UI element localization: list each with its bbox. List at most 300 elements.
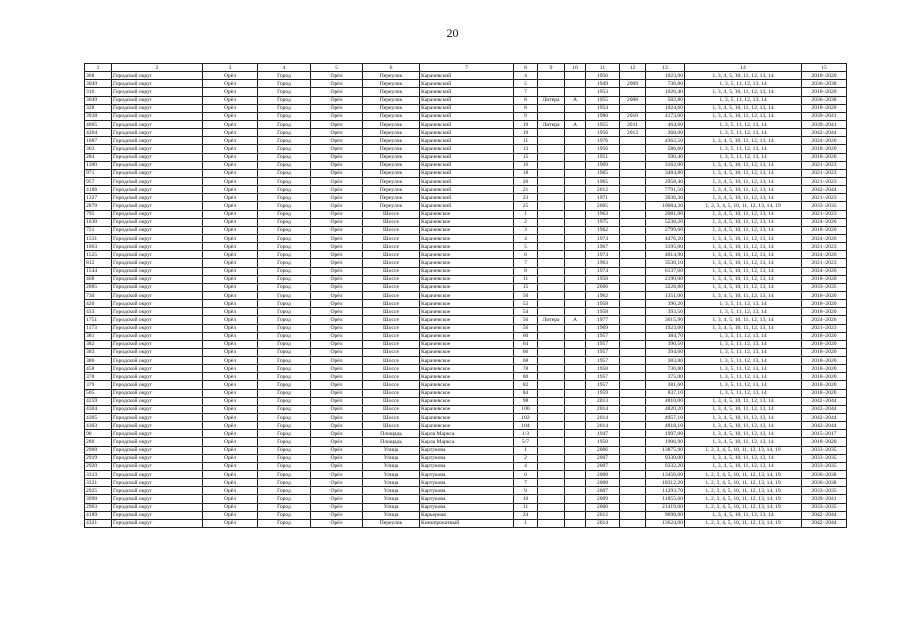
cell-period: 2018–2020	[802, 72, 847, 80]
cell-settlement-type: Город	[258, 259, 311, 267]
cell-id: 383	[85, 348, 112, 356]
cell-settlement: Орёл	[311, 72, 363, 80]
cell-street: Карачевское	[420, 414, 514, 422]
cell-street: Карачевское	[420, 373, 514, 381]
cell-district: Орёл	[203, 218, 258, 226]
cell-year-renovated	[620, 405, 646, 413]
cell-year-built: 1969	[586, 324, 620, 332]
cell-id: 4005	[85, 120, 112, 128]
cell-house: 68	[514, 357, 538, 365]
table-row	[85, 487, 847, 495]
cell-year-renovated	[620, 348, 646, 356]
column-header: 6	[363, 64, 420, 72]
cell-street: Карачевский	[420, 186, 514, 194]
cell-building	[565, 414, 586, 422]
cell-area: 3195,00	[646, 243, 685, 251]
cell-district-type: Городской округ	[112, 495, 203, 503]
cell-street-type: Шоссе	[363, 283, 420, 291]
cell-street-type: Шоссе	[363, 300, 420, 308]
cell-house: 102	[514, 414, 538, 422]
cell-district: Орёл	[203, 389, 258, 397]
cell-settlement-type: Город	[258, 120, 311, 128]
cell-settlement-type: Город	[258, 446, 311, 454]
cell-id: 379	[85, 381, 112, 389]
cell-street: Карачевское	[420, 251, 514, 259]
cell-id: 433	[85, 308, 112, 316]
cell-works: 1, 2, 3, 4, 5, 10, 11, 12, 13, 14, 19	[685, 503, 802, 511]
cell-building-type	[538, 226, 565, 234]
cell-year-built: 1974	[586, 267, 620, 275]
cell-building	[565, 503, 586, 511]
cell-settlement-type: Город	[258, 72, 311, 80]
cell-district: Орёл	[203, 438, 258, 446]
cell-year-renovated	[620, 169, 646, 177]
cell-year-renovated	[620, 324, 646, 332]
cell-district-type: Городской округ	[112, 365, 203, 373]
cell-district-type: Городской округ	[112, 202, 203, 210]
cell-building	[565, 194, 586, 202]
cell-street: Картукова	[420, 454, 514, 462]
cell-settlement: Орёл	[311, 438, 363, 446]
cell-building	[565, 72, 586, 80]
cell-works: 1, 3, 4, 5, 10, 11, 12, 13, 14	[685, 414, 802, 422]
table-row	[85, 210, 847, 218]
cell-house: 5	[514, 243, 538, 251]
cell-street-type: Улица	[363, 454, 420, 462]
cell-street-type: Шоссе	[363, 251, 420, 259]
cell-settlement: Орёл	[311, 218, 363, 226]
cell-house: 11	[514, 503, 538, 511]
cell-building	[565, 129, 586, 137]
cell-area: 368,00	[646, 129, 685, 137]
cell-building	[565, 283, 586, 291]
cell-house: 21	[514, 186, 538, 194]
cell-building	[565, 112, 586, 120]
cell-year-built: 1962	[586, 291, 620, 299]
cell-year-built: 1957	[586, 357, 620, 365]
cell-settlement: Орёл	[311, 430, 363, 438]
cell-street-type: Шоссе	[363, 291, 420, 299]
table-row	[85, 120, 847, 128]
cell-area: 1923,00	[646, 324, 685, 332]
column-header: 9	[538, 64, 565, 72]
cell-settlement: Орёл	[311, 104, 363, 112]
cell-settlement: Орёл	[311, 373, 363, 381]
cell-district-type: Городской округ	[112, 324, 203, 332]
cell-street-type: Площадь	[363, 430, 420, 438]
cell-id: 1327	[85, 194, 112, 202]
cell-district-type: Городской округ	[112, 194, 203, 202]
cell-building	[565, 487, 586, 495]
cell-building-type	[538, 381, 565, 389]
cell-period: 2024–2026	[802, 137, 847, 145]
table-row	[85, 389, 847, 397]
cell-building	[565, 145, 586, 153]
cell-year-built: 1955	[586, 96, 620, 104]
cell-year-renovated	[620, 275, 646, 283]
cell-period: 2033–2035	[802, 503, 847, 511]
cell-year-renovated	[620, 194, 646, 202]
cell-building	[565, 104, 586, 112]
cell-period: 2033–2035	[802, 283, 847, 291]
cell-street-type: Переулок	[363, 519, 420, 527]
cell-street-type: Переулок	[363, 202, 420, 210]
cell-year-built: 1956	[586, 129, 620, 137]
cell-district-type: Городской округ	[112, 275, 203, 283]
cell-settlement-type: Город	[258, 340, 311, 348]
cell-district-type: Городской округ	[112, 169, 203, 177]
table-row	[85, 186, 847, 194]
cell-street-type: Шоссе	[363, 422, 420, 430]
cell-street: Карачевский	[420, 129, 514, 137]
cell-house: 4	[514, 234, 538, 242]
cell-year-built: 1965	[586, 177, 620, 185]
cell-works: 1, 3, 4, 5, 10, 11, 12, 13, 14	[685, 226, 802, 234]
cell-building	[565, 137, 586, 145]
cell-street-type: Переулок	[363, 161, 420, 169]
cell-period: 2033–2035	[802, 446, 847, 454]
cell-building-type	[538, 129, 565, 137]
cell-street-type: Улица	[363, 462, 420, 470]
cell-settlement-type: Город	[258, 487, 311, 495]
cell-house: 8	[514, 267, 538, 275]
cell-district-type: Городской округ	[112, 72, 203, 80]
table-row	[85, 275, 847, 283]
cell-building-type	[538, 422, 565, 430]
cell-district: Орёл	[203, 381, 258, 389]
cell-district-type: Городской округ	[112, 145, 203, 153]
cell-street: Карачевский	[420, 177, 514, 185]
cell-district-type: Городской округ	[112, 471, 203, 479]
cell-year-built: 1957	[586, 332, 620, 340]
cell-building-type	[538, 454, 565, 462]
cell-district: Орёл	[203, 462, 258, 470]
cell-year-renovated: 2010	[620, 112, 646, 120]
cell-district-type: Городской округ	[112, 389, 203, 397]
cell-year-built: 1971	[586, 194, 620, 202]
cell-building-type	[538, 519, 565, 527]
cell-building	[565, 389, 586, 397]
table-row	[85, 104, 847, 112]
cell-area: 9698,00	[646, 511, 685, 519]
cell-year-renovated	[620, 454, 646, 462]
cell-id: 4305	[85, 414, 112, 422]
cell-district: Орёл	[203, 495, 258, 503]
cell-house: 9	[514, 487, 538, 495]
cell-area: 4014,90	[646, 251, 685, 259]
cell-building-type	[538, 112, 565, 120]
table-row	[85, 161, 847, 169]
column-header: 10	[565, 64, 586, 72]
cell-settlement-type: Город	[258, 218, 311, 226]
cell-building-type	[538, 414, 565, 422]
cell-street: Карачевское	[420, 283, 514, 291]
cell-district: Орёл	[203, 96, 258, 104]
table-row	[85, 72, 847, 80]
table-row	[85, 405, 847, 413]
cell-works: 1, 3, 5, 11, 12, 13, 14	[685, 300, 802, 308]
cell-settlement: Орёл	[311, 291, 363, 299]
cell-district: Орёл	[203, 112, 258, 120]
cell-building	[565, 357, 586, 365]
cell-year-built: 1957	[586, 381, 620, 389]
table-row	[85, 226, 847, 234]
cell-street-type: Шоссе	[363, 340, 420, 348]
cell-id: 368	[85, 72, 112, 80]
cell-street-type: Шоссе	[363, 332, 420, 340]
cell-id: 751	[85, 226, 112, 234]
cell-works: 1, 3, 4, 5, 10, 11, 12, 13, 14	[685, 462, 802, 470]
cell-district: Орёл	[203, 72, 258, 80]
cell-period: 2021–2023	[802, 259, 847, 267]
cell-year-renovated	[620, 226, 646, 234]
cell-id: 3938	[85, 112, 112, 120]
cell-house: 8	[514, 104, 538, 112]
cell-building-type	[538, 332, 565, 340]
cell-building-type	[538, 145, 565, 153]
cell-area: 4362,50	[646, 137, 685, 145]
cell-area: 3936,30	[646, 194, 685, 202]
cell-house: 6	[514, 471, 538, 479]
cell-year-built: 1956	[586, 72, 620, 80]
cell-id: 3990	[85, 495, 112, 503]
cell-year-renovated	[620, 283, 646, 291]
cell-settlement: Орёл	[311, 145, 363, 153]
cell-period: 2042–2044	[802, 422, 847, 430]
cell-area: 383,80	[646, 357, 685, 365]
cell-period: 2021–2023	[802, 177, 847, 185]
cell-street-type: Шоссе	[363, 397, 420, 405]
cell-district-type: Городской округ	[112, 161, 203, 169]
cell-building	[565, 243, 586, 251]
cell-area: 4820,20	[646, 405, 685, 413]
cell-street: Карачевский	[420, 194, 514, 202]
cell-year-built: 1956	[586, 145, 620, 153]
column-header: 11	[586, 64, 620, 72]
cell-district: Орёл	[203, 348, 258, 356]
cell-area: 13456,60	[646, 471, 685, 479]
cell-building-type	[538, 397, 565, 405]
cell-year-renovated	[620, 234, 646, 242]
cell-period: 2033–2035	[802, 487, 847, 495]
cell-district-type: Городской округ	[112, 397, 203, 405]
cell-house: 7	[514, 88, 538, 96]
cell-building-type	[538, 72, 565, 80]
cell-year-built: 1949	[586, 80, 620, 88]
cell-district-type: Городской округ	[112, 267, 203, 275]
cell-settlement: Орёл	[311, 414, 363, 422]
cell-building	[565, 446, 586, 454]
cell-period: 2039–2041	[802, 495, 847, 503]
cell-area: 3484,80	[646, 169, 685, 177]
cell-building-type: Литера	[538, 316, 565, 324]
cell-street-type: Площадь	[363, 438, 420, 446]
cell-id: 1525	[85, 251, 112, 259]
cell-settlement: Орёл	[311, 397, 363, 405]
cell-building-type	[538, 438, 565, 446]
cell-settlement: Орёл	[311, 177, 363, 185]
cell-street-type: Шоссе	[363, 389, 420, 397]
cell-id: 4303	[85, 422, 112, 430]
cell-area: 3162,00	[646, 161, 685, 169]
cell-year-built: 2005	[586, 202, 620, 210]
cell-settlement-type: Город	[258, 145, 311, 153]
cell-building	[565, 153, 586, 161]
cell-year-built: 2009	[586, 495, 620, 503]
cell-house: 80	[514, 373, 538, 381]
cell-works: 1, 3, 4, 5, 10, 11, 12, 13, 14	[685, 316, 802, 324]
cell-district: Орёл	[203, 243, 258, 251]
cell-period: 2033–2035	[802, 202, 847, 210]
cell-house: 7	[514, 479, 538, 487]
cell-year-built: 1958	[586, 308, 620, 316]
cell-id: 378	[85, 373, 112, 381]
cell-building-type	[538, 308, 565, 316]
cell-works: 1, 3, 4, 5, 10, 11, 12, 13, 14	[685, 161, 802, 169]
cell-building	[565, 234, 586, 242]
cell-house: 4	[514, 72, 538, 80]
cell-settlement-type: Город	[258, 96, 311, 104]
cell-year-renovated	[620, 357, 646, 365]
cell-works: 1, 2, 3, 4, 5, 10, 11, 12, 13, 14, 19	[685, 487, 802, 495]
cell-house: 66	[514, 348, 538, 356]
table-row	[85, 373, 847, 381]
cell-works: 1, 3, 4, 5, 10, 11, 12, 13, 14	[685, 430, 802, 438]
cell-building	[565, 186, 586, 194]
cell-area: 1351,00	[646, 291, 685, 299]
cell-area: 2799,60	[646, 226, 685, 234]
cell-street: Карачевский	[420, 161, 514, 169]
cell-settlement-type: Город	[258, 283, 311, 291]
cell-street: Карачевское	[420, 397, 514, 405]
cell-district-type: Городской округ	[112, 153, 203, 161]
cell-id: 382	[85, 340, 112, 348]
table-row	[85, 495, 847, 503]
cell-works: 1, 3, 5, 11, 12, 13, 14	[685, 145, 802, 153]
cell-year-built: 2013	[586, 397, 620, 405]
cell-works: 1, 3, 4, 5, 10, 11, 12, 13, 14	[685, 137, 802, 145]
cell-street-type: Переулок	[363, 129, 420, 137]
cell-district-type: Городской округ	[112, 234, 203, 242]
table-row	[85, 283, 847, 291]
cell-house: 13	[514, 145, 538, 153]
table-row	[85, 446, 847, 454]
cell-house: 4	[514, 462, 538, 470]
cell-building-type	[538, 357, 565, 365]
cell-district: Орёл	[203, 210, 258, 218]
cell-street-type: Улица	[363, 446, 420, 454]
cell-settlement-type: Город	[258, 332, 311, 340]
column-header: 4	[258, 64, 311, 72]
cell-id: 3049	[85, 80, 112, 88]
cell-area: 3530,10	[646, 259, 685, 267]
cell-district: Орёл	[203, 194, 258, 202]
cell-year-renovated	[620, 153, 646, 161]
cell-settlement-type: Город	[258, 186, 311, 194]
table-row	[85, 454, 847, 462]
table-row	[85, 129, 847, 137]
cell-id: 4259	[85, 397, 112, 405]
cell-id: 1063	[85, 243, 112, 251]
cell-settlement: Орёл	[311, 80, 363, 88]
cell-settlement-type: Город	[258, 243, 311, 251]
cell-street: Карачевское	[420, 234, 514, 242]
cell-street-type: Переулок	[363, 104, 420, 112]
cell-year-renovated	[620, 438, 646, 446]
cell-settlement: Орёл	[311, 511, 363, 519]
cell-building: А	[565, 96, 586, 104]
cell-building	[565, 454, 586, 462]
cell-district: Орёл	[203, 503, 258, 511]
cell-building-type	[538, 251, 565, 259]
cell-year-renovated	[620, 137, 646, 145]
cell-year-renovated: 2011	[620, 120, 646, 128]
cell-settlement: Орёл	[311, 389, 363, 397]
cell-building-type	[538, 169, 565, 177]
cell-year-renovated	[620, 308, 646, 316]
cell-works: 1, 3, 4, 5, 10, 11, 12, 13, 14	[685, 186, 802, 194]
cell-period: 2039–2041	[802, 120, 847, 128]
cell-district-type: Городской округ	[112, 487, 203, 495]
cell-works: 1, 3, 4, 5, 10, 11, 12, 13, 14	[685, 251, 802, 259]
table-row	[85, 218, 847, 226]
cell-house: 1	[514, 446, 538, 454]
cell-works: 1, 3, 5, 11, 12, 13, 14	[685, 308, 802, 316]
table-row	[85, 430, 847, 438]
cell-district: Орёл	[203, 340, 258, 348]
cell-settlement-type: Город	[258, 454, 311, 462]
cell-district: Орёл	[203, 177, 258, 185]
cell-settlement-type: Город	[258, 88, 311, 96]
cell-district: Орёл	[203, 251, 258, 259]
cell-year-built: 1955	[586, 120, 620, 128]
column-header: 1	[85, 64, 112, 72]
cell-settlement-type: Город	[258, 365, 311, 373]
cell-house: 16	[514, 161, 538, 169]
cell-settlement: Орёл	[311, 267, 363, 275]
cell-district-type: Городской округ	[112, 316, 203, 324]
cell-year-built: 1974	[586, 251, 620, 259]
cell-year-renovated	[620, 210, 646, 218]
table-row	[85, 357, 847, 365]
cell-year-renovated: 2009	[620, 80, 646, 88]
cell-street-type: Шоссе	[363, 414, 420, 422]
cell-period: 2018–2020	[802, 381, 847, 389]
cell-building	[565, 381, 586, 389]
cell-settlement: Орёл	[311, 186, 363, 194]
cell-area: 837,10	[646, 389, 685, 397]
cell-id: 2920	[85, 462, 112, 470]
cell-settlement: Орёл	[311, 454, 363, 462]
cell-year-renovated: 2008	[620, 96, 646, 104]
cell-works: 1, 3, 4, 5, 10, 11, 12, 13, 14	[685, 454, 802, 462]
table-row	[85, 397, 847, 405]
cell-building	[565, 397, 586, 405]
cell-year-renovated	[620, 251, 646, 259]
cell-street-type: Переулок	[363, 194, 420, 202]
cell-settlement-type: Город	[258, 430, 311, 438]
cell-works: 1, 3, 4, 5, 10, 11, 12, 13, 14	[685, 210, 802, 218]
table-row	[85, 414, 847, 422]
cell-period: 2021–2023	[802, 210, 847, 218]
cell-district: Орёл	[203, 405, 258, 413]
cell-district: Орёл	[203, 332, 258, 340]
cell-district: Орёл	[203, 316, 258, 324]
cell-works: 1, 3, 4, 5, 10, 11, 12, 13, 14	[685, 405, 802, 413]
cell-district: Орёл	[203, 129, 258, 137]
cell-house: 50	[514, 291, 538, 299]
cell-year-renovated	[620, 202, 646, 210]
